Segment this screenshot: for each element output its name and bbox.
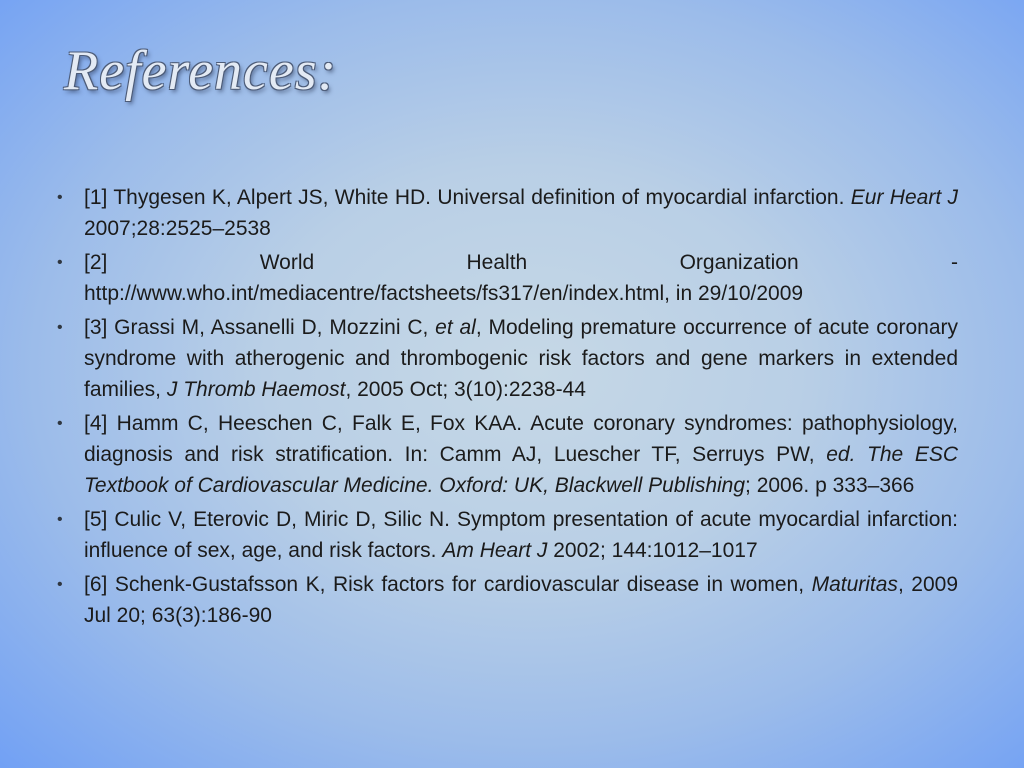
bullet-icon: • [57, 189, 63, 206]
reference-item-2 [57, 247, 958, 309]
reference-details: 2007;28:2525–2538 [84, 217, 271, 240]
reference-item-1 [57, 182, 959, 244]
reference-text: [3] Grassi M, Assanelli D, Mozzini C, [84, 316, 429, 339]
reference-item-5 [57, 504, 958, 566]
reference-text: [5] Culic V, Eterovic D, Miric D, Silic N. Symptom presentation of acute myocardial infarction: influence of sex, age, and risk factors. [84, 508, 958, 562]
reference-text-continued: , Modeling premature occurrence of acute coronary syndrome with atherogenic and thrombogenic risk factors and gene markers in extended families, [84, 316, 958, 401]
reference-text: [1] Thygesen K, Alpert JS, White HD. Universal definition of myocardial infarction. [84, 186, 845, 209]
reference-url: http://www.who.int/mediacentre/factsheets/fs317/en/index.html [84, 282, 665, 305]
reference-details: 2002; 144:1012–1017 [553, 539, 758, 562]
reference-journal: Am Heart J [442, 539, 548, 562]
reference-journal: Maturitas [811, 573, 898, 596]
reference-item-4 [57, 408, 958, 501]
bullet-icon: • [57, 415, 63, 432]
reference-item-3 [57, 312, 958, 405]
references-list [57, 182, 959, 634]
reference-journal: Eur Heart J [850, 186, 959, 209]
reference-details: , in 29/10/2009 [664, 282, 804, 305]
reference-item-6 [57, 569, 958, 631]
bullet-icon: • [57, 319, 63, 336]
bullet-icon: • [57, 511, 63, 528]
slide-title: References: [64, 40, 338, 102]
reference-etal: et al [435, 316, 476, 339]
reference-journal: J Thromb Haemost [166, 378, 346, 401]
reference-text: [2] World Health Organization - [84, 251, 958, 274]
bullet-icon: • [57, 576, 63, 593]
reference-details: ; 2006. p 333–366 [745, 474, 915, 497]
reference-text: [4] Hamm C, Heeschen C, Falk E, Fox KAA. Acute coronary syndromes: pathophysiology, diagnosis and risk stratification. In: Camm AJ, Luescher TF, Serruys PW, [84, 412, 958, 466]
bullet-icon: • [57, 254, 63, 271]
reference-details: , 2009 Jul 20; 63(3):186-90 [84, 573, 958, 627]
reference-details: , 2005 Oct; 3(10):2238-44 [345, 378, 586, 401]
reference-text: [6] Schenk-Gustafsson K, Risk factors for cardiovascular disease in women, [84, 573, 805, 596]
reference-book: ed. The ESC Textbook of Cardiovascular Medicine. Oxford: UK, Blackwell Publishing [84, 443, 958, 497]
